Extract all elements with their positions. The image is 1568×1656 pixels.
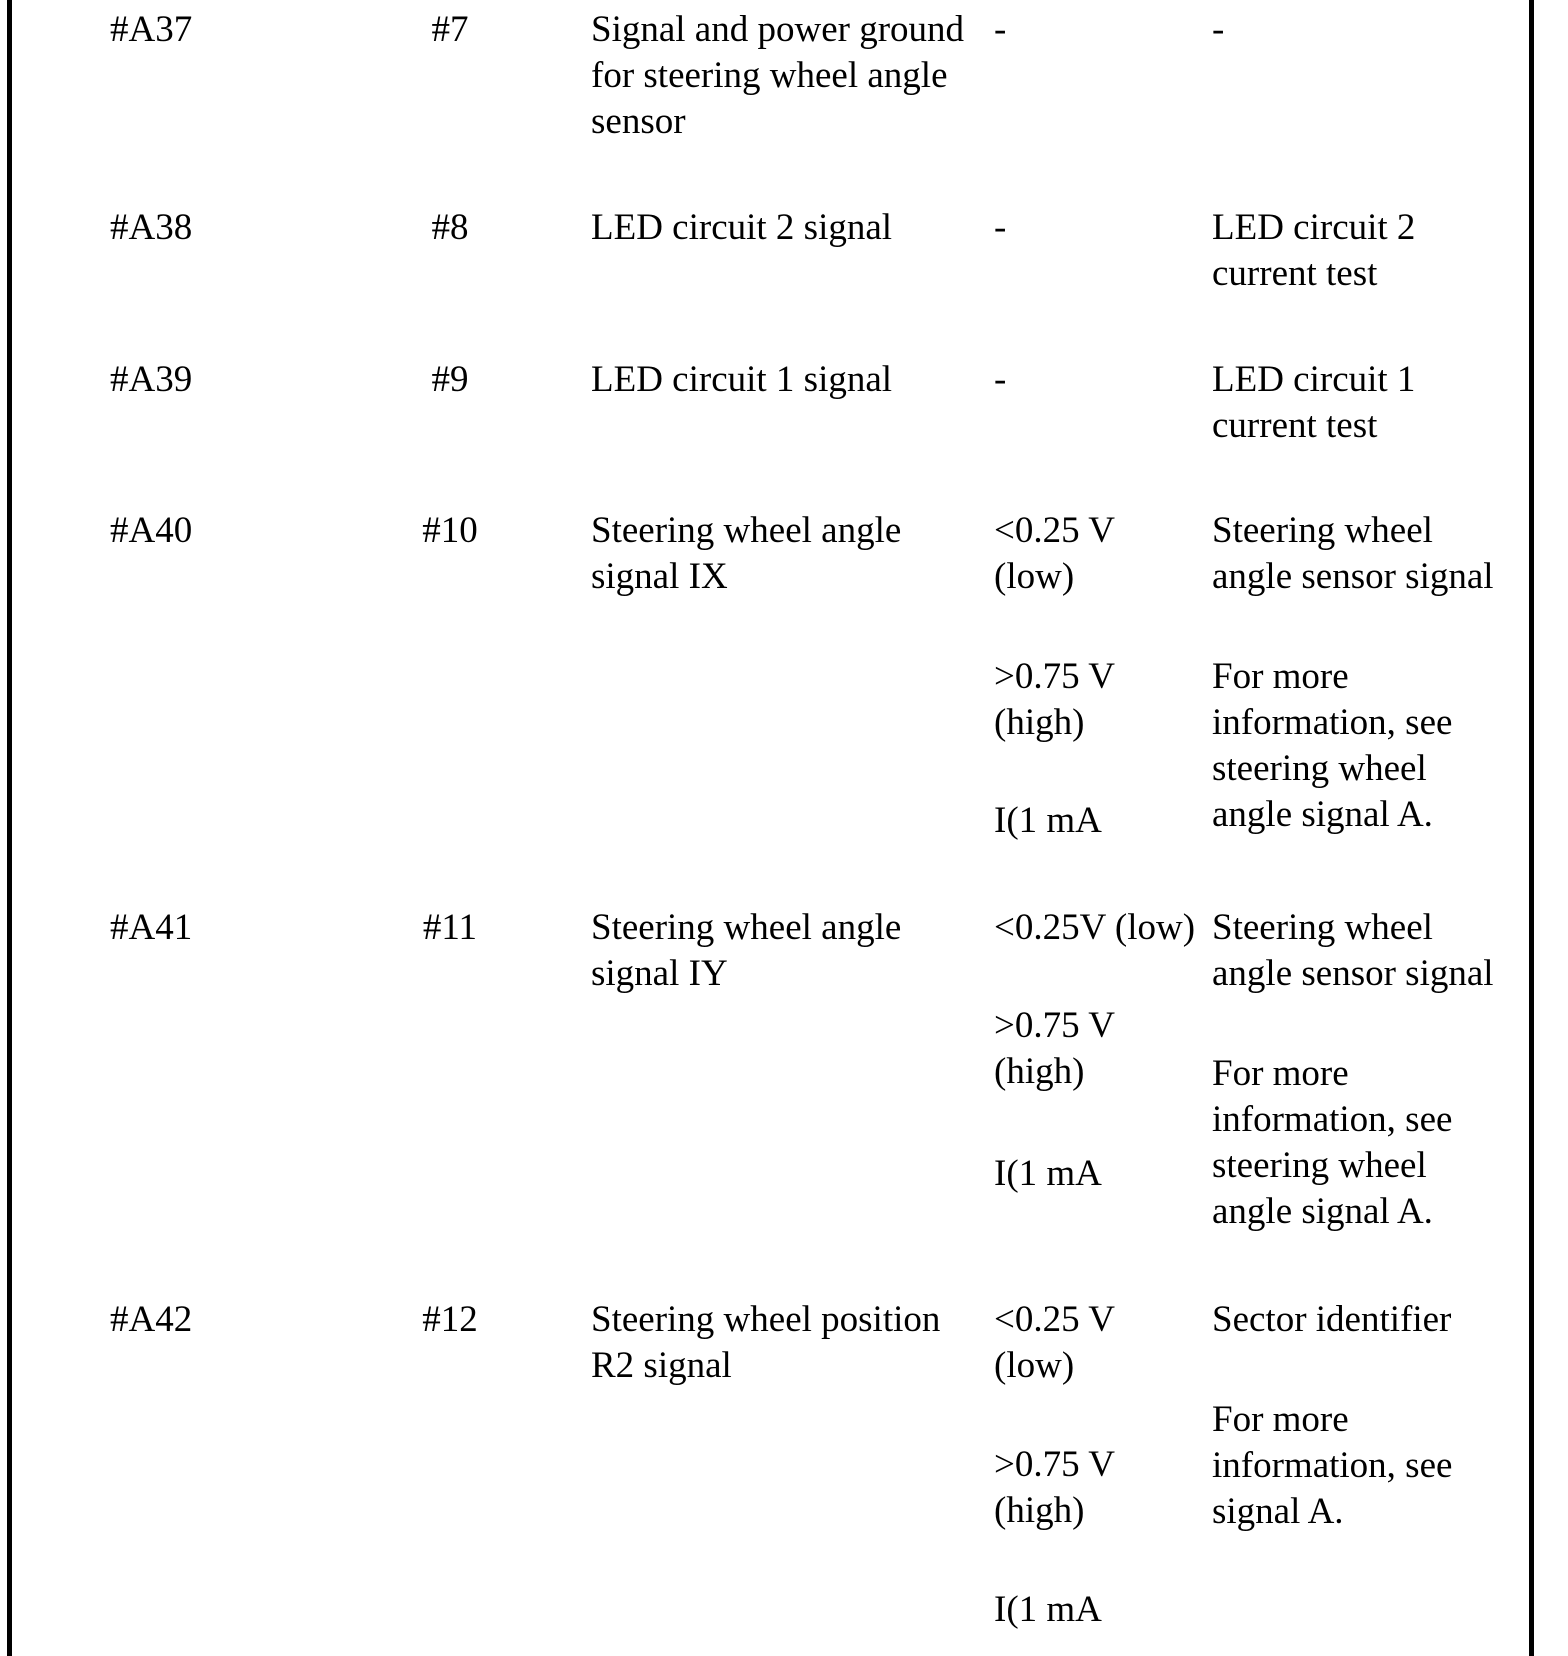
description-cell: [591, 357, 892, 403]
description-cell: [591, 205, 892, 251]
value-line: (low): [994, 556, 1075, 597]
note-line: current test: [1212, 405, 1378, 446]
note-line: LED circuit 1: [1212, 359, 1416, 400]
note-group: [1212, 654, 1452, 838]
pin-cell: #12: [422, 1299, 478, 1340]
value-cell: [994, 357, 1006, 403]
value-line: (low): [994, 1345, 1075, 1386]
description-line: Steering wheel angle: [591, 510, 902, 551]
value-group: [994, 1442, 1115, 1534]
connector-cell: #A39: [110, 359, 193, 400]
connector-cell: #A37: [110, 9, 193, 50]
note-line: LED circuit 2: [1212, 207, 1416, 248]
connector-cell: #A41: [110, 907, 193, 948]
description-line: Signal and power ground: [591, 9, 965, 50]
value-line: I(1 mA: [994, 1153, 1102, 1194]
note-line: angle sensor signal: [1212, 953, 1494, 994]
value-group: [994, 1151, 1102, 1197]
value-line: >0.75 V: [994, 1444, 1115, 1485]
note-group: [1212, 1397, 1452, 1535]
connector-cell: #A40: [110, 510, 193, 551]
note-line: information, see: [1212, 702, 1453, 743]
left-border-rule: [7, 0, 12, 1656]
pin-cell: #7: [431, 9, 469, 50]
note-group: [1212, 1051, 1452, 1235]
note-line: -: [1212, 9, 1225, 50]
note-line: steering wheel: [1212, 1145, 1427, 1186]
note-line: steering wheel: [1212, 748, 1427, 789]
description-cell: [591, 508, 901, 600]
value-line: >0.75 V: [994, 656, 1115, 697]
note-group: [1212, 905, 1494, 997]
value-line: -: [994, 9, 1007, 50]
note-line: information, see: [1212, 1445, 1453, 1486]
description-cell: [591, 905, 901, 997]
connector-cell: #A38: [110, 207, 193, 248]
value-line: -: [994, 359, 1007, 400]
note-line: Sector identifier: [1212, 1299, 1452, 1340]
description-cell: [591, 1297, 940, 1389]
value-line: -: [994, 207, 1007, 248]
description-line: signal IY: [591, 953, 728, 994]
note-cell: [1212, 357, 1415, 449]
note-line: For more: [1212, 1399, 1349, 1440]
note-line: angle sensor signal: [1212, 556, 1494, 597]
note-line: angle signal A.: [1212, 1191, 1433, 1232]
note-cell: [1212, 508, 1512, 838]
note-line: Steering wheel: [1212, 510, 1433, 551]
note-line: angle signal A.: [1212, 794, 1433, 835]
description-cell: [591, 7, 964, 145]
note-cell: [1212, 205, 1415, 297]
description-line: LED circuit 2 signal: [591, 207, 893, 248]
connector-cell: #A42: [110, 1299, 193, 1340]
value-group: [994, 905, 1195, 951]
value-line: I(1 mA: [994, 800, 1102, 841]
value-line: <0.25 V: [994, 510, 1115, 551]
description-line: sensor: [591, 101, 686, 142]
description-line: Steering wheel angle: [591, 907, 902, 948]
note-line: For more: [1212, 656, 1349, 697]
value-line: >0.75 V: [994, 1005, 1115, 1046]
value-line: <0.25 V: [994, 1299, 1115, 1340]
value-group: [994, 1297, 1115, 1389]
description-line: R2 signal: [591, 1345, 732, 1386]
note-group: [1212, 1297, 1451, 1343]
note-line: Steering wheel: [1212, 907, 1433, 948]
value-line: (high): [994, 1490, 1085, 1531]
value-line: <0.25V (low): [994, 907, 1196, 948]
pin-cell: #9: [431, 359, 469, 400]
note-cell: [1212, 7, 1224, 53]
value-cell: [994, 508, 1209, 841]
value-group: [994, 654, 1115, 746]
description-line: Steering wheel position: [591, 1299, 941, 1340]
right-border-rule: [1529, 0, 1534, 1656]
value-group: [994, 1003, 1115, 1095]
note-line: For more: [1212, 1053, 1349, 1094]
pin-cell: #11: [422, 907, 478, 948]
value-group: [994, 508, 1115, 600]
value-group: [994, 798, 1102, 844]
description-line: for steering wheel angle: [591, 55, 948, 96]
note-line: information, see: [1212, 1099, 1453, 1140]
value-cell: [994, 205, 1006, 251]
description-line: signal IX: [591, 556, 728, 597]
value-cell: [994, 1297, 1209, 1637]
value-cell: [994, 7, 1006, 53]
note-line: signal A.: [1212, 1491, 1344, 1532]
note-group: [1212, 508, 1494, 600]
value-group: [994, 1587, 1102, 1633]
note-line: current test: [1212, 253, 1378, 294]
value-cell: [994, 905, 1209, 1235]
pin-cell: #8: [431, 207, 469, 248]
value-line: (high): [994, 1051, 1085, 1092]
value-line: (high): [994, 702, 1085, 743]
description-line: LED circuit 1 signal: [591, 359, 893, 400]
pin-cell: #10: [422, 510, 478, 551]
note-cell: [1212, 1297, 1512, 1547]
value-line: I(1 mA: [994, 1589, 1102, 1630]
note-cell: [1212, 905, 1512, 1235]
